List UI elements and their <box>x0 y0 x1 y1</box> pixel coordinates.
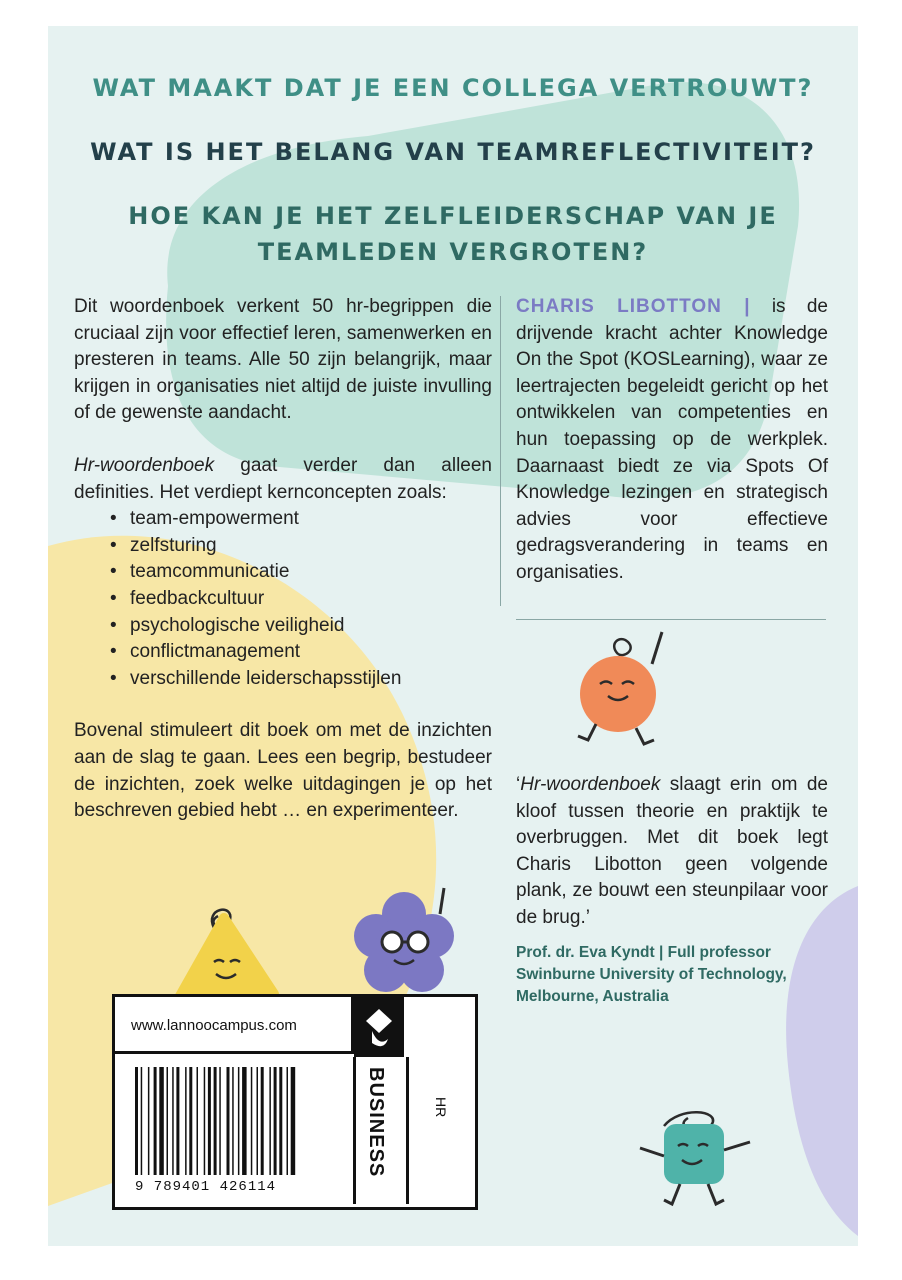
concepts-paragraph <box>74 453 492 506</box>
category-business: BUSINESS <box>365 1067 387 1178</box>
book-title-italic: Hr-woordenboek <box>74 454 215 476</box>
publisher-url: www.lannoocampus.com <box>131 1017 297 1034</box>
list-item: • team-empowerment <box>130 506 492 533</box>
left-column <box>74 294 492 851</box>
list-item: • verschillende leiderschapsstijlen <box>130 666 492 693</box>
quote-text: slaagt erin om de kloof tussen theorie en praktijk te overbruggen. Met dit boek legt Charis Libotton geen volgende plank, ze bouwt een steunpilaar voor de brug.’ <box>516 774 828 928</box>
teal-square-character-icon <box>620 1100 760 1220</box>
author-bio <box>516 294 828 587</box>
list-item: • zelfsturing <box>130 533 492 560</box>
isbn-number: 9 789401 426114 <box>135 1179 277 1195</box>
quote-mark: ‘ <box>516 774 521 795</box>
endorsement-credit <box>516 942 836 1008</box>
lannoo-campus-logo-icon <box>354 1001 404 1061</box>
closing-paragraph: Bovenal stimuleert dit boek om met de inzichten aan de slag te gaan. Lees een begrip, bestudeer de inzichten, zoek welke uitdagingen je op het beschreven gebied hebt … en experimenteer. <box>74 720 492 822</box>
credit-line-2: Swinburne University of Technology, <box>516 966 787 983</box>
heading-question-trust: WAT MAAKT DAT JE EEN COLLEGA VERTROUWT? <box>92 74 814 102</box>
credit-line-3: Melbourne, Australia <box>516 988 669 1005</box>
barcode-bars <box>135 1067 335 1177</box>
list-item: • conflictmanagement <box>130 639 492 666</box>
barcode-label <box>112 994 478 1210</box>
category-box <box>353 1057 409 1204</box>
heading-q3-line2: TEAMLEDEN VERGROTEN? <box>257 238 649 266</box>
list-item: • psychologische veiligheid <box>130 613 492 640</box>
quote-book-title: Hr-woordenboek <box>520 774 661 795</box>
orange-circle-character-icon <box>560 624 670 754</box>
author-bio-text: is de drijvende kracht achter Knowledge On the Spot (KOSLearning), waar ze leertrajecten begeleidt gericht op het ontwikkelen van competenties en hun toepassing op de werkplek. Daarnaast biedt ze via Spots Of Knowledge lezingen en strategisch advies voor effectieve gedragsverandering in teams en organisaties. <box>516 296 828 583</box>
right-column <box>516 294 828 613</box>
purple-flower-character-icon <box>344 884 464 1004</box>
concepts-list <box>74 506 492 692</box>
back-cover <box>48 26 858 1246</box>
heading-q3-line1: HOE KAN JE HET ZELFLEIDERSCHAP VAN JE <box>128 202 778 230</box>
list-item: • feedbackcultuur <box>130 586 492 613</box>
heading-question-reflectivity: WAT IS HET BELANG VAN TEAMREFLECTIVITEIT? <box>90 138 816 166</box>
yellow-triangle-character-icon <box>174 898 284 1008</box>
list-item: • teamcommunicatie <box>130 559 492 586</box>
author-name: CHARIS LIBOTTON | <box>516 296 751 317</box>
subcategory-hr: HR <box>433 1097 449 1118</box>
heading-question-selfleadership <box>48 198 858 270</box>
intro-paragraph: Dit woordenboek verkent 50 hr-begrippen die cruciaal zijn voor effectief leren, samenwerken en presteren in teams. Alle 50 zijn belangrijk, maar krijgen in organisaties niet altijd de juiste invulling of de gewenste aandacht. <box>74 296 492 424</box>
right-divider <box>516 619 826 620</box>
credit-line-1: Prof. dr. Eva Kyndt | Full professor <box>516 944 771 961</box>
concepts-text: gaat verder dan alleen definities. Het verdiept kernconcepten zoals: <box>74 454 492 503</box>
column-divider <box>500 296 501 606</box>
endorsement-quote <box>516 772 828 932</box>
